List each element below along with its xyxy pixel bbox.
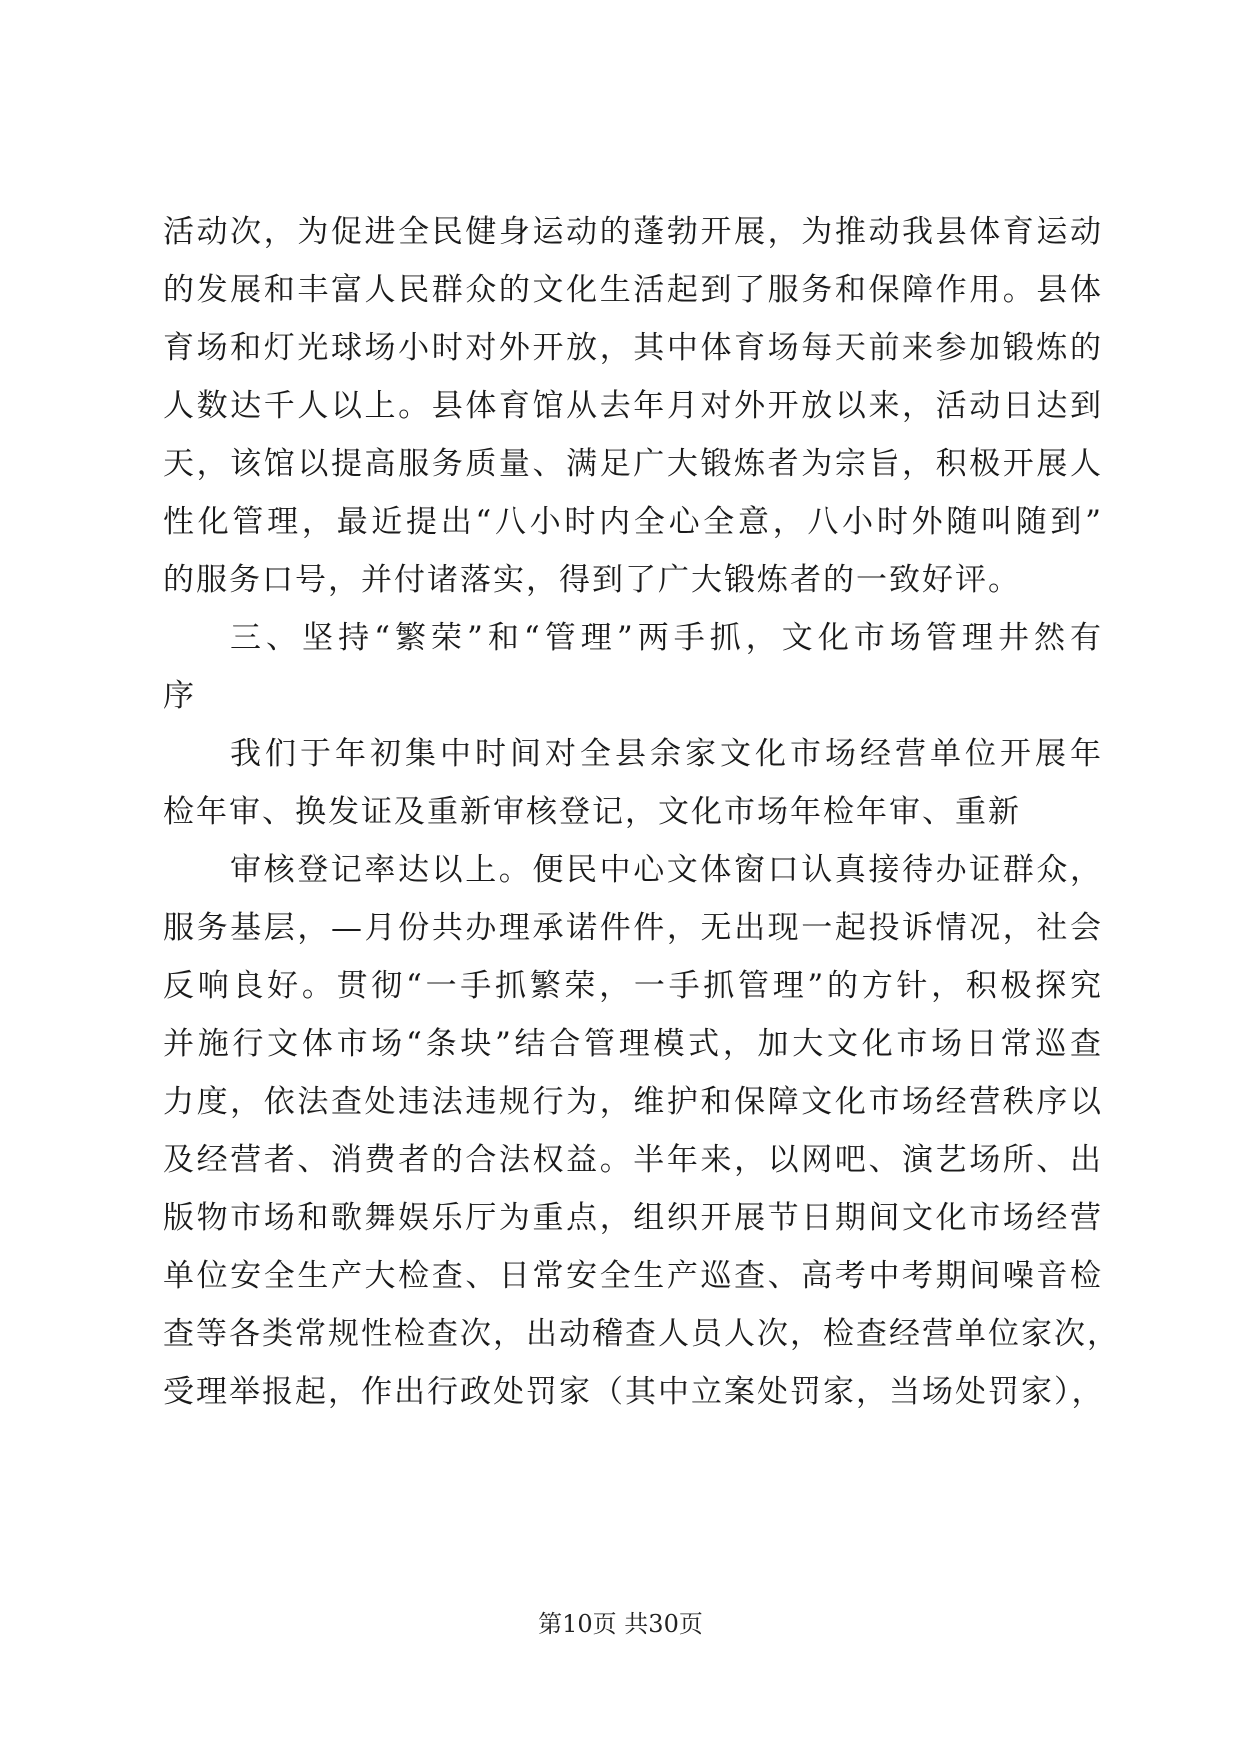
section-heading-line-2: 序: [163, 678, 196, 714]
text-line-7: 的服务口号，并付诸落实，得到了广大锻炼者的一致好评。: [163, 562, 1021, 598]
text-line-5: 天，该馆以提高服务质量、满足广大锻炼者为宗旨，积极开展人: [163, 446, 1103, 482]
page-footer: [0, 1604, 1241, 1644]
text-line-1: 活动次，为促进全民健身运动的蓬勃开展，为推动我县体育运动: [163, 214, 1103, 250]
text-line-17: 及经营者、消费者的合法权益。半年来，以网吧、演艺场所、出: [163, 1142, 1103, 1178]
text-line-11: 检年审、换发证及重新审核登记，文化市场年检年审、重新: [163, 794, 1021, 830]
text-line-3: 育场和灯光球场小时对外开放，其中体育场每天前来参加锻炼的: [163, 330, 1103, 366]
text-line-20: 查等各类常规性检查次，出动稽查人员人次，检查经营单位家次，: [163, 1316, 1120, 1352]
text-line-21: 受理举报起，作出行政处罚家（其中立案处罚家，当场处罚家），: [163, 1374, 1105, 1410]
text-line-6: 性化管理，最近提出“八小时内全心全意，八小时外随叫随到”: [163, 504, 1103, 540]
text-line-14: 反响良好。贯彻“一手抓繁荣，一手抓管理”的方针，积极探究: [163, 968, 1103, 1004]
text-line-2: 的发展和丰富人民群众的文化生活起到了服务和保障作用。县体: [163, 272, 1103, 308]
text-line-13: 服务基层，—月份共办理承诺件件，无出现一起投诉情况，社会: [163, 910, 1103, 946]
text-line-18: 版物市场和歌舞娱乐厅为重点，组织开展节日期间文化市场经营: [163, 1200, 1103, 1236]
page-number-label: 第10页 共30页: [538, 1610, 703, 1638]
text-line-15: 并施行文体市场“条块”结合管理模式，加大文化市场日常巡查: [163, 1026, 1103, 1062]
text-line-16: 力度，依法查处违法违规行为，维护和保障文化市场经营秩序以: [163, 1084, 1103, 1120]
text-line-4: 人数达千人以上。县体育馆从去年月对外开放以来，活动日达到: [163, 388, 1103, 424]
text-line-12: 审核登记率达以上。便民中心文体窗口认真接待办证群众，: [230, 852, 1103, 888]
section-heading-line-1: 三、坚持“繁荣”和“管理”两手抓，文化市场管理井然有: [230, 620, 1103, 656]
text-line-19: 单位安全生产大检查、日常安全生产巡查、高考中考期间噪音检: [163, 1258, 1103, 1294]
text-line-10: 我们于年初集中时间对全县余家文化市场经营单位开展年: [230, 736, 1103, 772]
